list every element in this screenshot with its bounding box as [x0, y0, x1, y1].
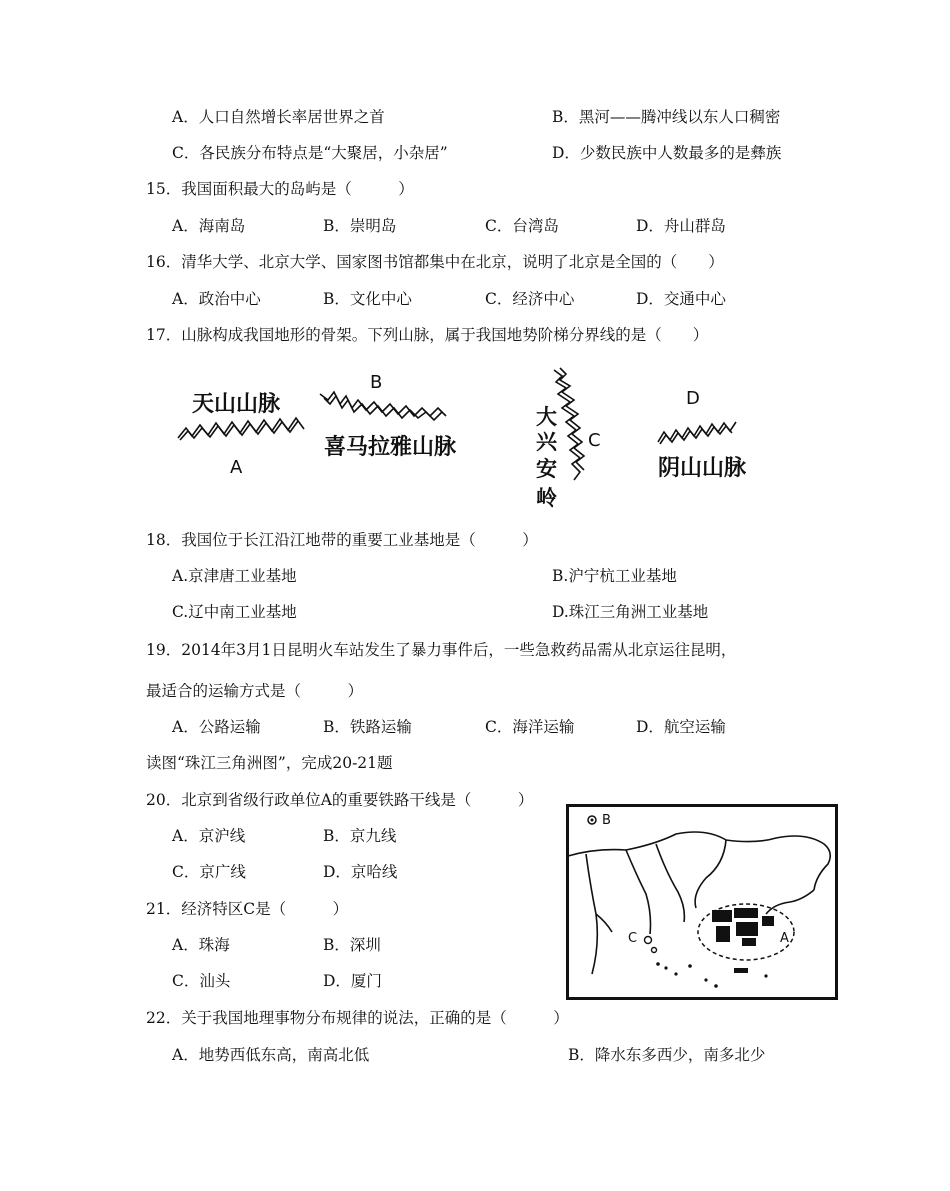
q21-option-a: A．珠海 [172, 936, 230, 954]
himalaya-label: 喜马拉雅山脉 [324, 435, 457, 460]
daxinganling-char-3: 安 [536, 457, 557, 481]
mountain-figure-a [170, 378, 315, 478]
q14-option-d: D．少数民族中人数最多的是彝族 [552, 144, 782, 162]
daxinganling-char-2: 兴 [536, 430, 557, 454]
q19-option-b: B．铁路运输 [323, 718, 412, 736]
pearl-river-delta-map [566, 804, 838, 1000]
letter-b: B [370, 372, 383, 393]
letter-c: C [588, 430, 601, 451]
q19-option-a: A．公路运输 [172, 718, 261, 736]
map-label-c: C [628, 931, 638, 946]
q14-option-c: C．各民族分布特点是“大聚居，小杂居” [172, 144, 448, 162]
q21-option-b: B．深圳 [323, 936, 381, 954]
yinshan-label: 阴山山脉 [658, 456, 747, 481]
q20-option-c: C．京广线 [172, 863, 246, 881]
q15-option-d: D．舟山群岛 [636, 217, 726, 235]
mountain-figure-c [530, 362, 610, 522]
q19-stem-line-1: 19．2014年3月1日昆明火车站发生了暴力事件后，一些急救药品需从北京运往昆明， [146, 641, 737, 659]
q19-option-c: C．海洋运输 [485, 718, 575, 736]
q15-option-b: B．崇明岛 [323, 217, 397, 235]
q22-option-a: A．地势西低东高，南高北低 [172, 1046, 370, 1064]
read-map-instruction: 读图“珠江三角洲图”，完成20-21题 [146, 754, 393, 772]
q16-option-c: C．经济中心 [485, 290, 575, 308]
tianshan-ridge-symbol [178, 418, 304, 440]
map-frame [568, 806, 837, 999]
daxinganling-ridge-symbol [554, 368, 584, 480]
q19-stem-line-2: 最适合的运输方式是（ ） [146, 682, 364, 700]
q19-option-d: D．航空运输 [636, 718, 726, 736]
q21-option-d: D．厦门 [323, 972, 382, 990]
q18-stem: 18．我国位于长江沿江地带的重要工业基地是（ ） [146, 531, 538, 549]
q20-option-a: A．京沪线 [172, 827, 246, 845]
mountain-figure-b [316, 366, 466, 471]
q18-option-b: B.沪宁杭工业基地 [552, 567, 677, 585]
tianshan-label: 天山山脉 [192, 392, 281, 417]
daxinganling-char-4: 岭 [536, 486, 557, 510]
mountain-figure-d [652, 380, 752, 485]
yinshan-ridge-symbol [658, 422, 736, 444]
q22-option-b: B．降水东多西少，南多北少 [568, 1046, 766, 1064]
himalaya-ridge-symbol [320, 392, 446, 420]
q18-option-a: A.京津唐工业基地 [172, 567, 297, 585]
q18-option-d: D.珠江三角洲工业基地 [552, 603, 709, 621]
q17-stem: 17．山脉构成我国地形的骨架。下列山脉，属于我国地势阶梯分界线的是（ ） [146, 326, 709, 344]
q22-stem: 22．关于我国地理事物分布规律的说法，正确的是（ ） [146, 1009, 569, 1027]
q16-stem: 16．清华大学、北京大学、国家图书馆都集中在北京，说明了北京是全国的（ ） [146, 253, 724, 271]
q15-option-a: A．海南岛 [172, 217, 246, 235]
q21-option-c: C．汕头 [172, 972, 231, 990]
q21-stem: 21．经济特区C是（ ） [146, 900, 349, 918]
letter-a: A [230, 457, 243, 478]
q14-option-b: B．黑河——腾冲线以东人口稠密 [552, 108, 781, 126]
q15-option-c: C．台湾岛 [485, 217, 559, 235]
q16-option-a: A．政治中心 [172, 290, 261, 308]
q20-stem: 20．北京到省级行政单位A的重要铁路干线是（ ） [146, 791, 534, 809]
map-label-a: A [780, 931, 789, 946]
map-label-b: B [602, 813, 611, 828]
daxinganling-char-1: 大 [536, 405, 557, 429]
letter-d: D [686, 388, 700, 409]
q20-option-b: B．京九线 [323, 827, 397, 845]
q14-option-a: A．人口自然增长率居世界之首 [172, 108, 385, 126]
q16-option-d: D．交通中心 [636, 290, 726, 308]
q15-stem: 15．我国面积最大的岛屿是（ ） [146, 180, 414, 198]
q20-option-d: D．京哈线 [323, 863, 398, 881]
q16-option-b: B．文化中心 [323, 290, 412, 308]
q18-option-c: C.辽中南工业基地 [172, 603, 297, 621]
